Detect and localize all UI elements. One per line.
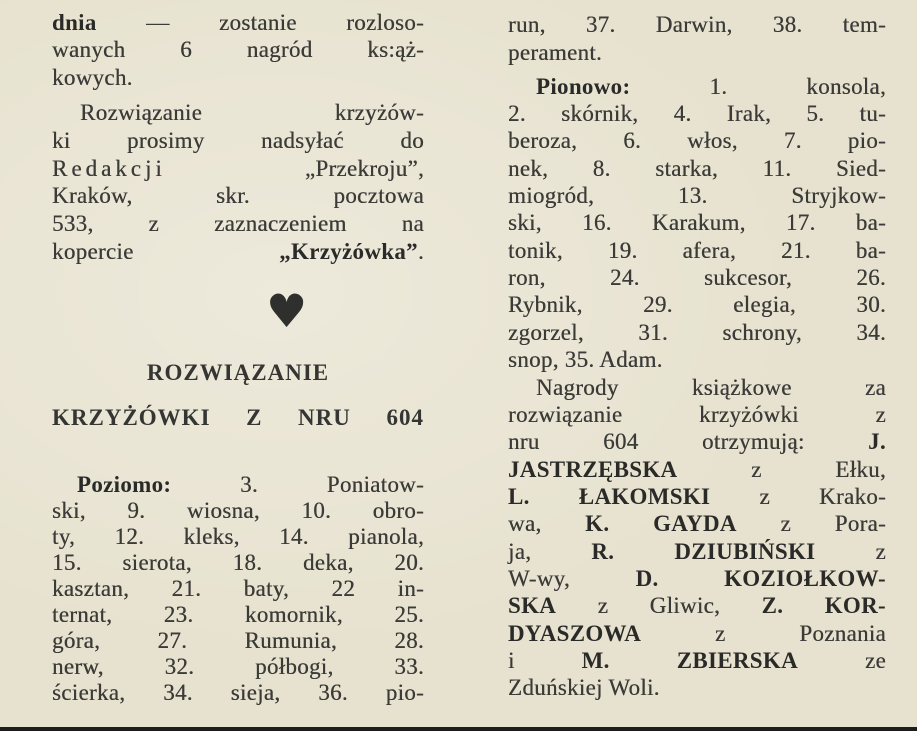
text-line (52, 602, 424, 628)
text-segment: 2. skórnik, 4. Irak, 5. tu- (508, 101, 886, 126)
text-segment: miogród, 13. Stryjkow- (508, 183, 886, 208)
text-line (52, 524, 424, 550)
text-segment: 3. Poniatow- (171, 472, 424, 497)
text-line (508, 347, 886, 373)
text-segment: ski, 16. Karakum, 17. ba- (508, 210, 886, 235)
text-segment: z Krako- (710, 484, 886, 509)
bold-text: DYASZOWA (508, 621, 642, 646)
text-segment: 533, z zaznaczeniem na (52, 211, 424, 236)
text-segment: Kraków, skr. pocztowa (52, 183, 424, 208)
text-segment: z Poznania (641, 621, 886, 646)
text-segment: . (417, 239, 424, 264)
text-segment: Rozwiązanie krzyżów- (80, 100, 424, 125)
text-segment: ki prosimy nadsyłać do (52, 128, 424, 153)
text-segment: 15. sierota, 18. deka, 20. (52, 550, 424, 575)
text-line (508, 593, 886, 619)
text-segment: W-wy, (508, 566, 636, 591)
text-segment: ty, 12. kleks, 14. pianola, (52, 524, 424, 549)
text-line (508, 210, 886, 236)
text-line (508, 128, 886, 154)
text-segment: ski, 9. wiosna, 10. obro- (52, 498, 424, 523)
bold-text: dnia (52, 10, 97, 35)
text-line (508, 429, 886, 455)
text-segment: run, 37. Darwin, 38. tem- (508, 12, 886, 37)
bold-text: D. KOZIOŁKOW- (635, 566, 886, 591)
bold-text: „Krzyżówka” (279, 239, 418, 264)
bold-text: M. ZBIERSKA (581, 648, 798, 673)
text-line (52, 550, 424, 576)
text-segment: ścierka, 34. sieja, 36. pio- (52, 680, 424, 705)
bold-text: Z. KOR- (761, 593, 886, 618)
bold-text: Poziomo: (77, 472, 172, 497)
text-line (52, 183, 424, 209)
text-segment: tonik, 19. afera, 21. ba- (508, 238, 886, 263)
solution-heading: ROZWIĄZANIE (146, 360, 330, 385)
text-segment: i (508, 648, 582, 673)
text-segment: Rybnik, 29. elegia, 30. (508, 292, 886, 317)
text-segment: kowych. (52, 65, 133, 90)
text-segment: góra, 27. Rumunia, 28. (52, 628, 424, 653)
text-segment: ze (797, 648, 886, 673)
text-line (508, 675, 886, 701)
text-line (508, 40, 886, 66)
bold-text: JASTRZĘBSKA (508, 457, 678, 482)
text-segment: z Pora- (736, 511, 886, 536)
text-line (52, 239, 424, 265)
text-segment: zgorzel, 31. schrony, 34. (508, 320, 886, 345)
text-segment: Nagrody książkowe za (536, 375, 886, 400)
text-segment: ja, (508, 539, 592, 564)
text-segment: ron, 24. sukcesor, 26. (508, 265, 886, 290)
text-line (508, 648, 886, 674)
text-line (52, 211, 424, 237)
text-segment: z Ełku, (677, 457, 886, 482)
text-line (77, 472, 424, 498)
bold-text: K. GAYDA (585, 511, 737, 536)
text-segment: — zostanie rozloso- (96, 10, 424, 35)
text-line (52, 156, 424, 182)
text-segment: „Przekroju”, (165, 156, 424, 181)
text-segment: nek, 8. starka, 11. Sied- (508, 156, 886, 181)
text-line (52, 654, 424, 680)
text-line (508, 12, 886, 38)
solution-subheading: KRZYŻÓWKI Z NRU 604 (52, 405, 424, 430)
text-line (508, 402, 886, 428)
text-line (52, 128, 424, 154)
text-line (52, 65, 424, 91)
text-line (508, 265, 886, 291)
text-line (52, 498, 424, 524)
text-line (52, 680, 424, 706)
text-segment: kasztan, 21. baty, 22 in- (52, 576, 424, 601)
text-line (52, 37, 424, 63)
bold-text: Pionowo: (536, 74, 631, 99)
text-line (508, 292, 886, 318)
text-line (52, 10, 424, 36)
text-line (508, 539, 886, 565)
heart-icon: ♥ (266, 284, 308, 338)
text-line (508, 101, 886, 127)
bold-text: L. ŁAKOMSKI (508, 484, 711, 509)
bottom-border (0, 727, 917, 731)
text-line (508, 511, 886, 537)
text-segment: Zduńskiej Woli. (508, 675, 660, 700)
text-line (80, 100, 424, 126)
text-segment: nru 604 otrzymują: (508, 429, 869, 454)
text-line (508, 621, 886, 647)
text-segment: perament. (508, 40, 603, 65)
text-segment: ternat, 23. komornik, 25. (52, 602, 424, 627)
text-line (52, 628, 424, 654)
text-segment: nerw, 32. półbogi, 33. (52, 654, 424, 679)
text-segment: 1. konsola, (630, 74, 886, 99)
text-segment: beroza, 6. włos, 7. pio- (508, 128, 886, 153)
bold-text: SKA (508, 593, 557, 618)
text-segment: z Gliwic, (556, 593, 762, 618)
text-line (508, 320, 886, 346)
text-segment: snop, 35. Adam. (508, 347, 663, 372)
text-segment: wa, (508, 511, 586, 536)
text-line (508, 238, 886, 264)
text-line (508, 566, 886, 592)
text-segment: z (815, 539, 886, 564)
text-line (536, 74, 886, 100)
text-line (508, 156, 886, 182)
text-segment: wanych 6 nagród ks:ąż- (52, 37, 424, 62)
text-line (508, 484, 886, 510)
text-segment: kopercie (52, 239, 280, 264)
text-line (508, 183, 886, 209)
text-segment: rozwiązanie krzyżówki z (508, 402, 886, 427)
bold-text: J. (868, 429, 886, 454)
bold-text: R. DZIUBIŃSKI (591, 539, 816, 564)
text-line (508, 457, 886, 483)
text-segment: Redakcji (52, 156, 166, 181)
text-line (536, 375, 886, 401)
text-line (52, 576, 424, 602)
